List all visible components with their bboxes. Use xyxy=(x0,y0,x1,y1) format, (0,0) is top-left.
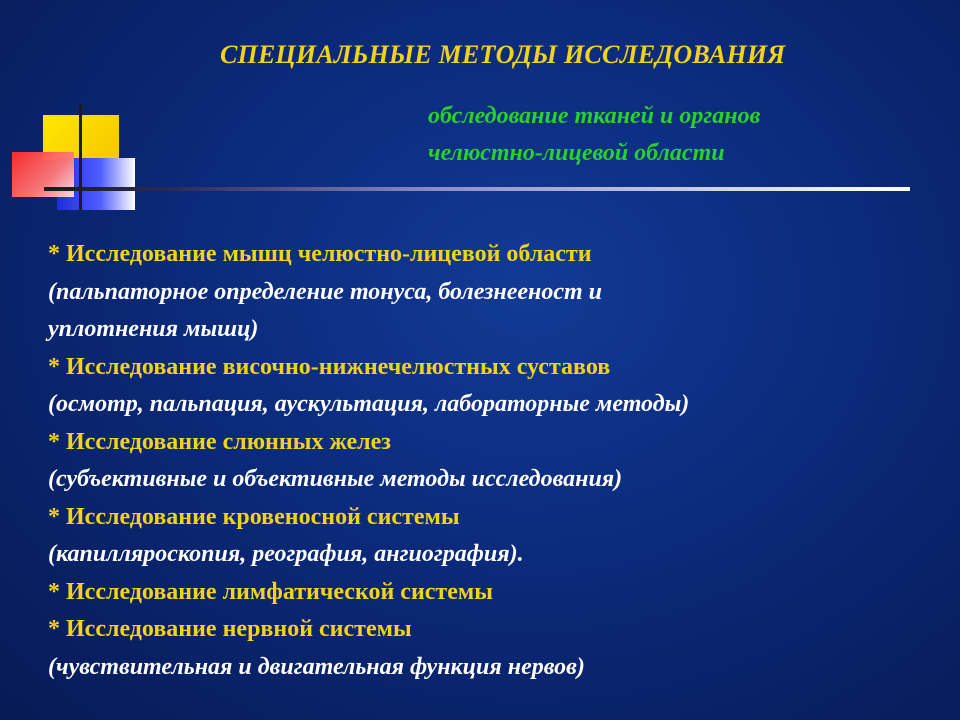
subtitle-line: обследование тканей и органов xyxy=(428,103,761,129)
list-item-heading: * Исследование нервной системы xyxy=(48,616,412,642)
list-item-detail: (субъективные и объективные методы исследования) xyxy=(48,466,623,492)
list-item-detail: (пальпаторное определение тонуса, болезнееност и xyxy=(48,278,603,305)
list-item-heading: * Исследование лимфатической системы xyxy=(48,578,493,605)
list-item-detail: (чувствительная и двигательная функция нервов) xyxy=(48,653,585,680)
slide-subtitle xyxy=(428,98,928,172)
list-item-detail: (капилляроскопия, реография, ангиография). xyxy=(48,541,524,567)
methods-list xyxy=(48,236,948,686)
slide-title: СПЕЦИАЛЬНЫЕ МЕТОДЫ ИССЛЕДОВАНИЯ xyxy=(220,40,786,69)
list-item-detail: (осмотр, пальпация, аускультация, лабораторные методы) xyxy=(48,391,690,417)
list-item-heading: * Исследование мышц челюстно-лицевой области xyxy=(48,241,592,267)
list-item-detail: уплотнения мышц) xyxy=(48,316,259,342)
subtitle-line: челюстно-лицевой области xyxy=(428,140,725,166)
vertical-divider xyxy=(79,104,82,210)
horizontal-divider xyxy=(44,187,910,191)
list-item-heading: * Исследование кровеносной системы xyxy=(48,503,460,530)
list-item-heading: * Исследование слюнных желез xyxy=(48,428,391,455)
list-item-heading: * Исследование височно-нижнечелюстных суставов xyxy=(48,353,611,380)
